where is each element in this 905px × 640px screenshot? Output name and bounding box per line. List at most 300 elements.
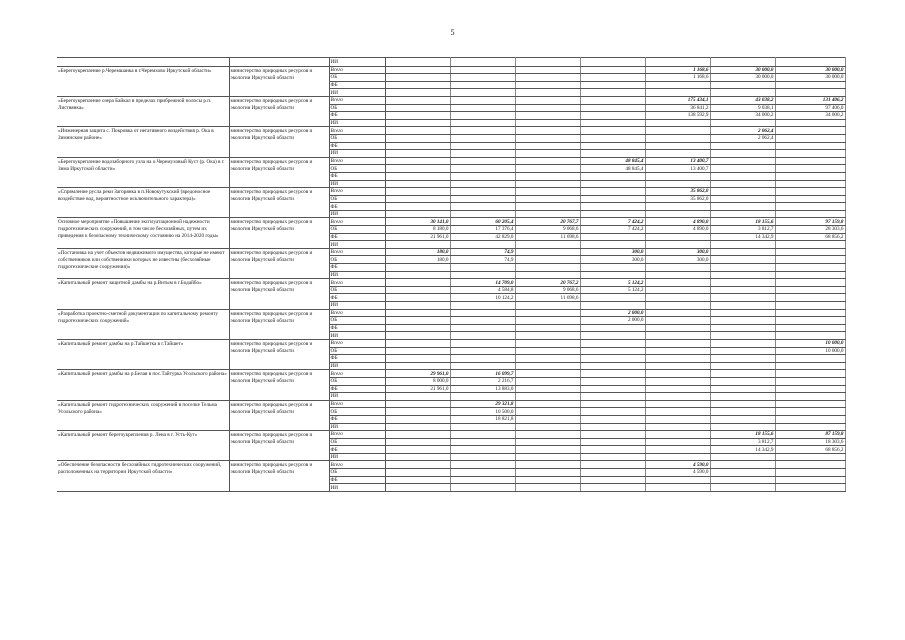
funding-source: ИИ xyxy=(329,332,385,340)
executor-name: министерство природных ресурсов и экологии Иркутской области xyxy=(229,188,329,218)
amount-cell xyxy=(710,393,775,401)
amount-cell xyxy=(580,233,645,241)
empty-cell xyxy=(229,58,329,67)
measure-name: «Капитальный ремонт дамбы на р.Белая в пос.Тайтурка Усольского района» xyxy=(57,370,229,400)
amount-cell xyxy=(450,484,515,492)
amount-cell: 4 890,0 xyxy=(645,226,710,234)
amount-cell xyxy=(515,453,580,461)
executor-name: министерство природных ресурсов и экологии Иркутской области xyxy=(229,279,329,309)
amount-cell xyxy=(710,188,775,196)
amount-cell xyxy=(775,256,845,264)
funding-source: Всего xyxy=(329,400,385,408)
amount-cell: 13 400,7 xyxy=(645,157,710,165)
executor-name: министерство природных ресурсов и экологии Иркутской области xyxy=(229,248,329,278)
amount-cell: 14 709,0 xyxy=(450,279,515,287)
amount-cell xyxy=(645,119,710,127)
amount-cell xyxy=(450,324,515,332)
funding-source: ФБ xyxy=(329,203,385,211)
amount-cell xyxy=(385,484,450,492)
amount-cell xyxy=(580,355,645,363)
amount-cell xyxy=(515,423,580,431)
funding-source: ФБ xyxy=(329,385,385,393)
amount-cell xyxy=(645,332,710,340)
amount-cell xyxy=(385,89,450,97)
amount-cell xyxy=(775,195,845,203)
amount-cell xyxy=(450,332,515,340)
amount-cell xyxy=(385,210,450,218)
amount-cell xyxy=(515,385,580,393)
amount-cell: 5 124,2 xyxy=(580,279,645,287)
amount-cell: 35 862,0 xyxy=(645,188,710,196)
amount-cell xyxy=(450,119,515,127)
funding-source: ОБ xyxy=(329,347,385,355)
amount-cell xyxy=(645,377,710,385)
funding-source: ОБ xyxy=(329,74,385,82)
amount-cell xyxy=(515,195,580,203)
amount-cell xyxy=(450,89,515,97)
amount-cell xyxy=(580,469,645,477)
funding-source: ОБ xyxy=(329,317,385,325)
amount-cell xyxy=(450,317,515,325)
amount-cell xyxy=(580,362,645,370)
amount-cell xyxy=(580,104,645,112)
amount-cell xyxy=(385,332,450,340)
funding-source: Всего xyxy=(329,188,385,196)
amount-cell xyxy=(450,104,515,112)
amount-cell xyxy=(450,210,515,218)
amount-cell xyxy=(580,188,645,196)
amount-cell xyxy=(515,484,580,492)
amount-cell xyxy=(385,469,450,477)
funding-source: ФБ xyxy=(329,81,385,89)
amount-cell: 8 000,0 xyxy=(385,377,450,385)
amount-cell xyxy=(580,127,645,135)
executor-name: министерство природных ресурсов и экологии Иркутской области xyxy=(229,370,329,400)
amount-cell xyxy=(385,81,450,89)
amount-cell xyxy=(515,393,580,401)
amount-cell xyxy=(580,74,645,82)
funding-source: ФБ xyxy=(329,415,385,423)
amount-cell xyxy=(710,279,775,287)
funding-source: ИИ xyxy=(329,210,385,218)
amount-cell xyxy=(580,476,645,484)
amount-cell xyxy=(710,476,775,484)
funding-source: ИИ xyxy=(329,362,385,370)
amount-cell xyxy=(775,157,845,165)
funding-source: ФБ xyxy=(329,355,385,363)
amount-cell xyxy=(710,286,775,294)
amount-cell xyxy=(710,150,775,158)
amount-cell xyxy=(450,112,515,120)
amount-cell xyxy=(775,332,845,340)
amount-cell xyxy=(580,210,645,218)
amount-cell xyxy=(515,469,580,477)
amount-cell xyxy=(450,66,515,74)
amount-cell xyxy=(645,393,710,401)
amount-cell xyxy=(710,469,775,477)
page-number: 5 xyxy=(450,28,455,37)
amount-cell xyxy=(775,469,845,477)
amount-cell xyxy=(515,203,580,211)
amount-cell: 18 303,6 xyxy=(775,438,845,446)
amount-cell xyxy=(710,89,775,97)
amount-cell xyxy=(645,233,710,241)
amount-cell xyxy=(515,362,580,370)
funding-source: ИИ xyxy=(329,484,385,492)
amount-cell xyxy=(385,279,450,287)
amount-cell xyxy=(645,324,710,332)
funding-source: ФБ xyxy=(329,294,385,302)
table-row xyxy=(57,431,845,439)
amount-cell xyxy=(710,165,775,173)
amount-cell xyxy=(580,339,645,347)
amount-cell xyxy=(710,453,775,461)
amount-cell: 17 376,4 xyxy=(450,226,515,234)
measure-name: «Капитальный ремонт дамбы на р.Тайшетка в г.Тайшет» xyxy=(57,339,229,369)
amount-cell xyxy=(645,203,710,211)
amount-cell: 21 961,0 xyxy=(385,385,450,393)
amount-cell xyxy=(645,408,710,416)
amount-cell xyxy=(385,180,450,188)
amount-cell xyxy=(775,210,845,218)
funding-source: Всего xyxy=(329,339,385,347)
amount-cell xyxy=(710,302,775,310)
amount-cell xyxy=(515,256,580,264)
table-row xyxy=(57,157,845,165)
amount-cell: 29 321,8 xyxy=(450,400,515,408)
measure-name: «Постановка на учет объектов недвижимого имущества, которые не имеют собственников или собственники которых не известны (бесхозяйные гидротехнические сооружения)» xyxy=(57,248,229,278)
amount-cell: 3 812,7 xyxy=(710,438,775,446)
amount-cell xyxy=(580,446,645,454)
amount-cell xyxy=(385,157,450,165)
source-cell: ИИ xyxy=(329,58,385,67)
amount-cell xyxy=(580,431,645,439)
amount-cell: 68 856,2 xyxy=(775,446,845,454)
amount-cell xyxy=(710,309,775,317)
amount-cell xyxy=(580,423,645,431)
funding-source: ИИ xyxy=(329,89,385,97)
amount-cell xyxy=(450,172,515,180)
amount-cell xyxy=(450,96,515,104)
amount-cell: 18 155,6 xyxy=(710,218,775,226)
amount-cell xyxy=(385,127,450,135)
amount-cell xyxy=(515,134,580,142)
amount-cell xyxy=(775,377,845,385)
amount-cell: 97 406,0 xyxy=(775,104,845,112)
amount-cell xyxy=(450,461,515,469)
measure-name: «Берегоукрепление р.Черемшанка в г.Черемхово Иркутской области» xyxy=(57,66,229,96)
amount-cell xyxy=(450,355,515,363)
amount-cell xyxy=(385,195,450,203)
amount-cell xyxy=(580,453,645,461)
amount-cell xyxy=(580,438,645,446)
executor-name: министерство природных ресурсов и экологии Иркутской области xyxy=(229,400,329,430)
amount-cell xyxy=(775,385,845,393)
funding-source: ФБ xyxy=(329,172,385,180)
amount-cell xyxy=(515,96,580,104)
executor-name: министерство природных ресурсов и экологии Иркутской области xyxy=(229,339,329,369)
amount-cell: 4 890,0 xyxy=(645,218,710,226)
amount-cell xyxy=(710,362,775,370)
amount-cell xyxy=(450,74,515,82)
table-header-row xyxy=(57,58,845,67)
amount-cell xyxy=(450,453,515,461)
amount-cell: 74,9 xyxy=(450,256,515,264)
amount-cell xyxy=(645,210,710,218)
amount-cell xyxy=(710,157,775,165)
amount-cell xyxy=(515,74,580,82)
amount-cell xyxy=(385,453,450,461)
amount-cell xyxy=(775,294,845,302)
amount-cell xyxy=(645,134,710,142)
amount-cell xyxy=(515,127,580,135)
amount-cell: 14 342,9 xyxy=(710,233,775,241)
amount-cell xyxy=(450,302,515,310)
amount-cell xyxy=(385,339,450,347)
amount-cell xyxy=(515,461,580,469)
amount-cell xyxy=(515,112,580,120)
amount-cell xyxy=(645,476,710,484)
amount-cell xyxy=(580,112,645,120)
amount-cell xyxy=(775,393,845,401)
amount-cell xyxy=(515,180,580,188)
amount-cell xyxy=(710,415,775,423)
amount-cell: 2 062,4 xyxy=(710,127,775,135)
amount-cell xyxy=(645,431,710,439)
amount-cell xyxy=(515,317,580,325)
amount-cell xyxy=(710,241,775,249)
amount-cell xyxy=(580,180,645,188)
amount-cell xyxy=(580,195,645,203)
amount-cell xyxy=(775,119,845,127)
amount-cell: 48 845,4 xyxy=(580,165,645,173)
amount-cell xyxy=(385,286,450,294)
amount-cell xyxy=(450,165,515,173)
funding-source: ОБ xyxy=(329,195,385,203)
amount-cell: 4 584,8 xyxy=(450,286,515,294)
funding-source: ОБ xyxy=(329,104,385,112)
amount-cell xyxy=(775,89,845,97)
amount-cell xyxy=(515,271,580,279)
amount-cell xyxy=(385,74,450,82)
amount-cell xyxy=(385,317,450,325)
amount-cell xyxy=(710,294,775,302)
amount-cell: 87 159,8 xyxy=(775,431,845,439)
amount-cell xyxy=(385,188,450,196)
funding-source: ФБ xyxy=(329,264,385,272)
amount-cell: 11 698,6 xyxy=(515,233,580,241)
amount-cell xyxy=(515,119,580,127)
amount-cell xyxy=(450,180,515,188)
amount-cell xyxy=(385,476,450,484)
measure-name: Основное мероприятие «Повышение эксплуатационной надежности гидротехнических сооружений, в том числе бесхозяйных, путем их приведения к безопасному техническому состоянию на 2014-2020 годы» xyxy=(57,218,229,248)
amount-cell xyxy=(385,172,450,180)
amount-cell xyxy=(775,317,845,325)
amount-cell: 30 000,0 xyxy=(710,74,775,82)
funding-source: ОБ xyxy=(329,408,385,416)
amount-cell: 300,0 xyxy=(645,256,710,264)
table-row xyxy=(57,279,845,287)
funding-source: ИИ xyxy=(329,271,385,279)
amount-cell xyxy=(710,370,775,378)
amount-cell: 35 862,0 xyxy=(645,195,710,203)
table-row xyxy=(57,218,845,226)
amount-cell xyxy=(515,248,580,256)
amount-cell xyxy=(645,438,710,446)
amount-cell: 131 406,2 xyxy=(775,96,845,104)
table-row xyxy=(57,370,845,378)
measure-name: «Разработка проектно-сметной документации по капитальному ремонту гидротехнических сооружений» xyxy=(57,309,229,339)
amount-cell xyxy=(775,134,845,142)
funding-source: ОБ xyxy=(329,438,385,446)
amount-cell xyxy=(515,446,580,454)
funding-source: Всего xyxy=(329,66,385,74)
amount-cell xyxy=(580,294,645,302)
amount-cell xyxy=(645,423,710,431)
funding-source: Всего xyxy=(329,157,385,165)
amount-cell xyxy=(775,81,845,89)
amount-cell: 5 124,2 xyxy=(580,286,645,294)
amount-cell xyxy=(775,286,845,294)
amount-cell xyxy=(645,172,710,180)
amount-cell: 7 424,2 xyxy=(580,218,645,226)
amount-cell xyxy=(515,302,580,310)
funding-source: ОБ xyxy=(329,226,385,234)
table-row xyxy=(57,309,845,317)
amount-cell xyxy=(580,415,645,423)
amount-cell: 9 038,1 xyxy=(710,104,775,112)
amount-cell xyxy=(580,134,645,142)
table-row xyxy=(57,188,845,196)
amount-cell: 7 424,2 xyxy=(580,226,645,234)
amount-cell: 8 180,0 xyxy=(385,226,450,234)
amount-cell xyxy=(450,134,515,142)
amount-cell xyxy=(450,195,515,203)
amount-cell xyxy=(645,127,710,135)
amount-cell: 74,9 xyxy=(450,248,515,256)
measure-name: «Спрямление русла реки Загорянка в п.Новокутукский (вредоносное воздействие вод, вероятностное исключительного характера)» xyxy=(57,188,229,218)
funding-source: ИИ xyxy=(329,302,385,310)
amount-cell: 97 159,8 xyxy=(775,218,845,226)
funding-source: ИИ xyxy=(329,119,385,127)
amount-cell xyxy=(580,347,645,355)
amount-cell xyxy=(385,271,450,279)
amount-cell xyxy=(580,203,645,211)
amount-cell: 1 168,6 xyxy=(645,74,710,82)
amount-cell xyxy=(515,210,580,218)
amount-cell xyxy=(450,81,515,89)
amount-cell xyxy=(450,150,515,158)
funding-source: ОБ xyxy=(329,165,385,173)
amount-cell xyxy=(515,172,580,180)
amount-cell xyxy=(385,400,450,408)
amount-cell xyxy=(775,172,845,180)
amount-cell: 20 767,7 xyxy=(515,218,580,226)
amount-cell xyxy=(450,423,515,431)
amount-cell xyxy=(710,377,775,385)
executor-name: министерство природных ресурсов и экологии Иркутской области xyxy=(229,309,329,339)
amount-cell xyxy=(645,150,710,158)
amount-cell xyxy=(385,362,450,370)
funding-source: ФБ xyxy=(329,476,385,484)
amount-cell xyxy=(645,370,710,378)
amount-cell xyxy=(710,423,775,431)
executor-name: министерство природных ресурсов и экологии Иркутской области xyxy=(229,461,329,491)
measure-name: «Обеспечение безопасности бесхозяйных гидротехнических сооружений, расположенных на территории Иркутской области» xyxy=(57,461,229,491)
amount-cell xyxy=(580,89,645,97)
amount-cell: 18 155,6 xyxy=(710,431,775,439)
amount-cell xyxy=(645,264,710,272)
table-row xyxy=(57,96,845,104)
amount-cell: 48 845,4 xyxy=(580,157,645,165)
amount-cell: 34 000,2 xyxy=(710,112,775,120)
funding-source: ИИ xyxy=(329,180,385,188)
amount-cell xyxy=(580,96,645,104)
amount-cell xyxy=(385,438,450,446)
amount-cell: 30 000,0 xyxy=(775,74,845,82)
amount-cell xyxy=(775,415,845,423)
funding-source: ИИ xyxy=(329,241,385,249)
amount-cell: 300,0 xyxy=(580,248,645,256)
amount-cell xyxy=(645,309,710,317)
amount-cell xyxy=(645,142,710,150)
executor-name: министерство природных ресурсов и экологии Иркутской области xyxy=(229,157,329,187)
amount-cell: 10 000,0 xyxy=(775,339,845,347)
amount-cell xyxy=(385,264,450,272)
funding-source: ОБ xyxy=(329,469,385,477)
amount-cell xyxy=(385,415,450,423)
amount-cell xyxy=(775,150,845,158)
amount-cell xyxy=(580,142,645,150)
amount-cell: 138 592,9 xyxy=(645,112,710,120)
amount-cell xyxy=(645,347,710,355)
amount-cell: 14 342,9 xyxy=(710,446,775,454)
measure-name: «Капитальный ремонт берегоукрепления р. Лена в г. Усть-Кут» xyxy=(57,431,229,461)
amount-cell xyxy=(450,271,515,279)
amount-cell xyxy=(775,423,845,431)
amount-cell xyxy=(710,172,775,180)
amount-cell xyxy=(450,142,515,150)
budget-table xyxy=(57,57,846,492)
amount-cell xyxy=(645,279,710,287)
amount-cell xyxy=(385,446,450,454)
amount-cell xyxy=(775,180,845,188)
amount-cell xyxy=(515,81,580,89)
amount-cell xyxy=(775,279,845,287)
amount-cell xyxy=(645,355,710,363)
amount-cell: 60 205,4 xyxy=(450,218,515,226)
amount-cell xyxy=(450,127,515,135)
funding-source: Всего xyxy=(329,218,385,226)
amount-cell xyxy=(645,302,710,310)
amount-cell xyxy=(515,324,580,332)
amount-cell xyxy=(645,484,710,492)
table-row xyxy=(57,66,845,74)
amount-cell xyxy=(515,431,580,439)
amount-cell: 2 216,7 xyxy=(450,377,515,385)
amount-cell xyxy=(710,339,775,347)
amount-cell: 1 168,6 xyxy=(645,66,710,74)
amount-cell: 68 856,2 xyxy=(775,233,845,241)
amount-cell xyxy=(515,408,580,416)
amount-cell xyxy=(775,453,845,461)
amount-cell xyxy=(775,400,845,408)
amount-cell xyxy=(580,370,645,378)
amount-cell xyxy=(710,461,775,469)
amount-cell xyxy=(515,264,580,272)
funding-source: ОБ xyxy=(329,286,385,294)
measure-name: «Берегоукрепление водозаборного узла на о.Черемуховый Куст (р. Ока) в г. Зима Иркутской области» xyxy=(57,157,229,187)
